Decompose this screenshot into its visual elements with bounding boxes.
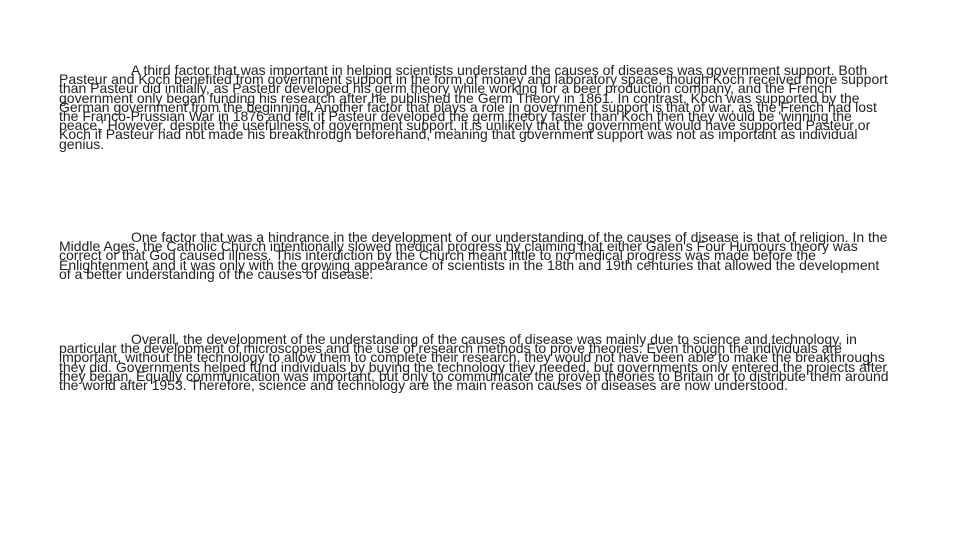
paragraph-religion: One factor that was a hindrance in the development of our understanding of the causes of disease is that of religion. In the Middle Ages, the Catholic Church intentionally slowed medical progress by claiming that either Galen's Four Humours theory was correct or that God caused illness. This interdiction by the Church meant little to no medical progress was made before the Enlightenment and it was only with the growing appearance of scientists in the 18th and 19th centuries that allowed the development of a better understanding of the causes of disease. [59, 229, 888, 282]
paragraph-conclusion: Overall, the development of the understanding of the causes of disease was mainly due to science and technology, in particular the development of microscopes and the use of research methods to prove theories. Even though the individuals are important, without the technology to allow them to complete their research, they would not have been able to make the breakthroughs they did. Governments helped fund individuals by buying the technology they needed, but governments only entered the projects after they began. Equally communication was important, but only to communicate the proven theories to Britain or to distribute them around the world after 1953. Therefore, science and technology are the main reason causes of diseases are now understood. [59, 331, 889, 394]
paragraph-government-support: A third factor that was important in helping scientists understand the causes of diseases was government support. Both Pasteur and Koch benefited from government support in the form of money and laboratory space, though Koch received more support than Pasteur did initially, as Pasteur developed his germ theory while working for a beer production company, and the French government only began funding his research after he published the Germ Theory in 1861. In contrast, Koch was supported by the German government from the beginning. Another factor that plays a role in government support is that of war, as the French had lost the Franco-Prussian War in 1876 and felt if Pasteur developed the germ theory faster than Koch then they would be 'winning the peace.' However, despite the usefulness of government support, it is unlikely that the government would have supported Pasteur or Koch if Pasteur had not made his breakthrough beforehand, meaning that government support was not as important as individual genius. [59, 62, 888, 152]
